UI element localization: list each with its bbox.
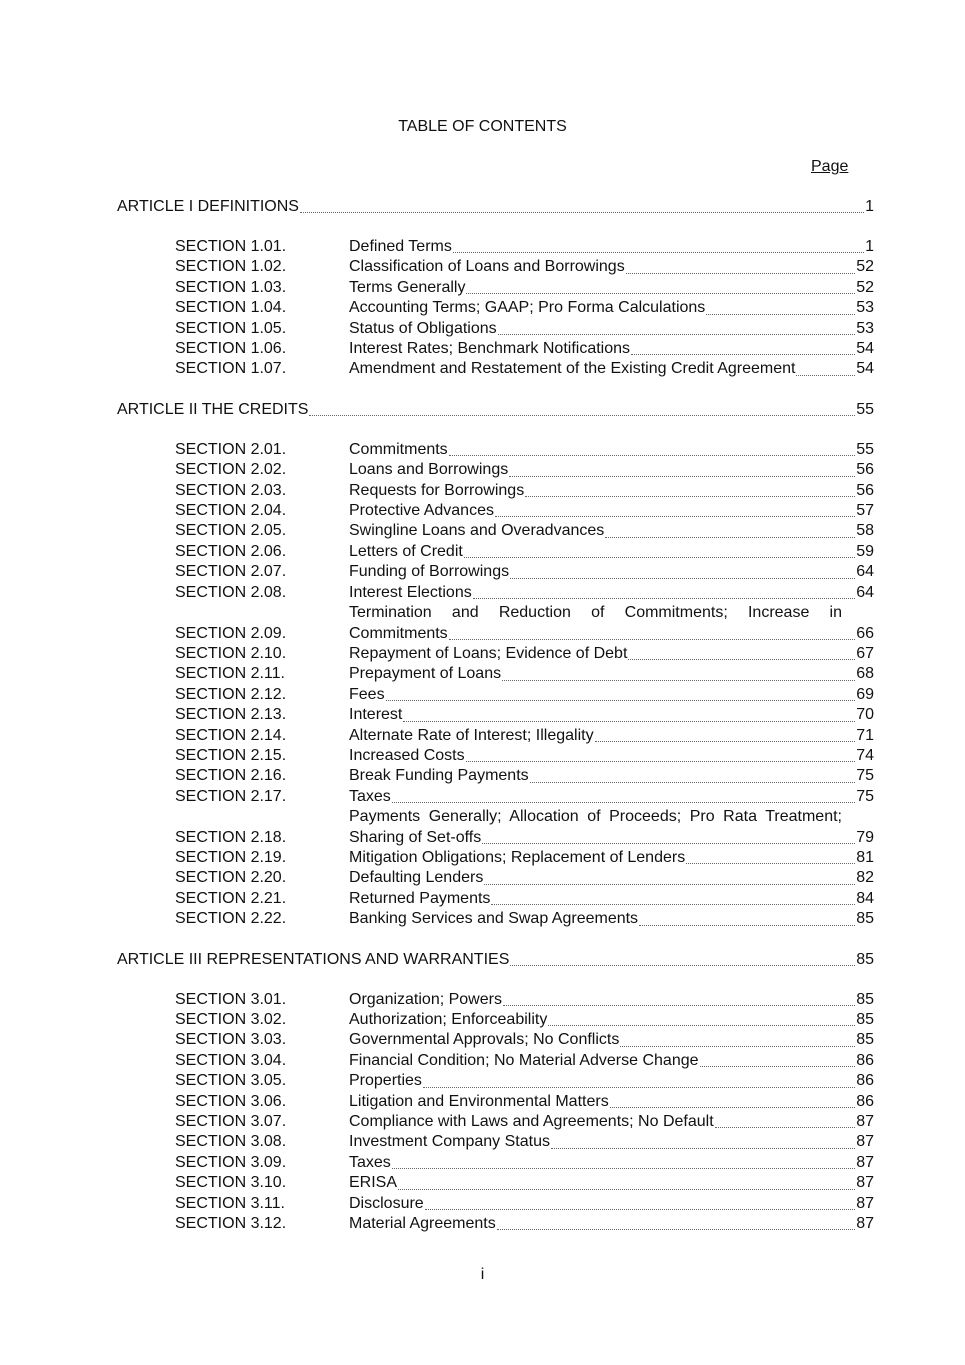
section-title: ERISA bbox=[349, 1174, 398, 1192]
section-page-number: 71 bbox=[856, 726, 874, 744]
section-number: SECTION 3.02. bbox=[175, 1011, 287, 1028]
section-page-number: 64 bbox=[856, 583, 874, 601]
section-title: Loans and Borrowings bbox=[349, 461, 509, 479]
dot-leader bbox=[595, 741, 856, 742]
section-number: SECTION 1.04. bbox=[175, 299, 287, 317]
section-entry[interactable] bbox=[117, 909, 874, 929]
dot-leader bbox=[510, 578, 855, 579]
section-title: Amendment and Restatement of the Existing Credit Agreement bbox=[349, 360, 796, 378]
dot-leader bbox=[386, 700, 856, 701]
dot-leader bbox=[605, 537, 855, 538]
dot-leader bbox=[498, 334, 856, 335]
section-title-row bbox=[349, 644, 874, 664]
section-number: SECTION 2.15. bbox=[175, 746, 287, 764]
section-page-number: 86 bbox=[856, 1092, 874, 1110]
section-title: Interest Elections bbox=[349, 583, 472, 601]
section-title-row bbox=[349, 787, 874, 807]
section-entry[interactable] bbox=[117, 257, 874, 277]
section-number: SECTION 2.18. bbox=[175, 828, 287, 846]
dot-leader bbox=[491, 904, 855, 905]
section-title: Letters of Credit bbox=[349, 542, 463, 560]
section-number: SECTION 3.12. bbox=[175, 1215, 287, 1233]
section-title-row bbox=[349, 481, 874, 501]
section-title-row bbox=[349, 848, 874, 868]
section-entry[interactable] bbox=[117, 1051, 874, 1071]
section-title-row bbox=[349, 501, 874, 521]
section-entry[interactable] bbox=[117, 542, 874, 562]
section-entry[interactable] bbox=[117, 990, 874, 1010]
section-number: SECTION 2.06. bbox=[175, 542, 287, 560]
section-page-number: 86 bbox=[856, 1051, 874, 1069]
section-entry[interactable] bbox=[117, 1153, 874, 1173]
section-page-number: 53 bbox=[856, 299, 874, 317]
article-title: ARTICLE II THE CREDITS bbox=[117, 400, 309, 418]
section-entry[interactable] bbox=[117, 664, 874, 684]
section-entry[interactable] bbox=[117, 603, 874, 644]
section-page-number: 70 bbox=[856, 706, 874, 724]
dot-leader bbox=[706, 314, 855, 315]
section-title-row bbox=[349, 1132, 874, 1152]
section-number: SECTION 3.03. bbox=[175, 1031, 287, 1049]
section-title-row bbox=[349, 1092, 874, 1112]
section-entry[interactable] bbox=[117, 319, 874, 339]
section-entry[interactable] bbox=[117, 583, 874, 603]
section-title-row bbox=[349, 440, 874, 460]
section-title-row bbox=[349, 664, 874, 684]
section-title-row bbox=[349, 298, 874, 318]
section-title-row bbox=[349, 766, 874, 786]
section-entry[interactable] bbox=[117, 889, 874, 909]
section-title-block bbox=[349, 807, 874, 848]
section-page-number: 87 bbox=[856, 1133, 874, 1151]
dot-leader bbox=[796, 375, 855, 376]
section-title: Governmental Approvals; No Conflicts bbox=[349, 1031, 620, 1049]
section-number: SECTION 2.05. bbox=[175, 522, 287, 540]
section-page-number: 56 bbox=[856, 461, 874, 479]
section-title: Taxes bbox=[349, 1153, 391, 1171]
section-number: SECTION 2.02. bbox=[175, 461, 287, 479]
section-title: Defined Terms bbox=[349, 238, 452, 255]
article-entry[interactable] bbox=[117, 197, 874, 217]
section-title: Material Agreements bbox=[349, 1215, 496, 1233]
section-number: SECTION 2.09. bbox=[175, 624, 287, 642]
section-title-row bbox=[349, 868, 874, 888]
dot-leader bbox=[403, 721, 855, 722]
section-page-number: 56 bbox=[856, 481, 874, 499]
section-entry[interactable] bbox=[117, 1173, 874, 1193]
section-entry[interactable] bbox=[117, 481, 874, 501]
section-page-number: 85 bbox=[856, 990, 874, 1008]
section-title-row bbox=[349, 685, 874, 705]
dot-leader bbox=[530, 782, 856, 783]
section-number: SECTION 3.06. bbox=[175, 1092, 287, 1110]
section-title: Organization; Powers bbox=[349, 990, 502, 1008]
dot-leader bbox=[548, 1025, 855, 1026]
section-title-row bbox=[349, 889, 874, 909]
section-number: SECTION 1.06. bbox=[175, 340, 287, 358]
section-page-number: 59 bbox=[856, 542, 874, 560]
section-title: Requests for Borrowings bbox=[349, 481, 525, 499]
section-number: SECTION 2.11. bbox=[175, 665, 285, 683]
section-page-number: 54 bbox=[856, 360, 874, 378]
section-page-number: 54 bbox=[856, 340, 874, 358]
dot-leader bbox=[300, 212, 864, 213]
section-number: SECTION 2.16. bbox=[175, 767, 287, 785]
dot-leader bbox=[610, 1107, 856, 1108]
section-title: Classification of Loans and Borrowings bbox=[349, 258, 625, 276]
section-title-row bbox=[349, 705, 874, 725]
section-title-row bbox=[349, 1051, 874, 1071]
toc-heading: TABLE OF CONTENTS bbox=[398, 118, 567, 135]
dot-leader bbox=[495, 516, 855, 517]
section-entry[interactable] bbox=[117, 746, 874, 766]
dot-leader bbox=[482, 843, 855, 844]
section-entry[interactable] bbox=[117, 359, 874, 379]
dot-leader bbox=[509, 476, 855, 477]
dot-leader bbox=[510, 965, 855, 966]
section-title-row bbox=[349, 521, 874, 541]
section-title-row bbox=[349, 278, 874, 298]
section-title-row bbox=[349, 257, 874, 277]
section-number: SECTION 1.02. bbox=[175, 258, 287, 276]
dot-leader bbox=[473, 598, 855, 599]
section-entry[interactable] bbox=[117, 1132, 874, 1152]
section-entry[interactable] bbox=[117, 868, 874, 888]
section-title-line2: Commitments bbox=[349, 624, 448, 642]
section-entry[interactable] bbox=[117, 685, 874, 705]
section-page-number: 52 bbox=[856, 278, 874, 296]
section-title-line1: Termination and Reduction of Commitments; Increase in bbox=[349, 604, 842, 622]
section-title: Disclosure bbox=[349, 1194, 424, 1212]
section-page-number: 87 bbox=[856, 1194, 874, 1212]
article-title: ARTICLE III REPRESENTATIONS AND WARRANTIES bbox=[117, 950, 510, 968]
section-title-row bbox=[349, 460, 874, 480]
section-number: SECTION 2.20. bbox=[175, 869, 287, 887]
section-title-row bbox=[349, 359, 874, 379]
section-number: SECTION 2.04. bbox=[175, 502, 287, 520]
section-page-number: 84 bbox=[856, 889, 874, 907]
section-title: Funding of Borrowings bbox=[349, 563, 510, 581]
section-number: SECTION 3.08. bbox=[175, 1133, 287, 1151]
section-number: SECTION 2.01. bbox=[175, 440, 287, 458]
section-page-number: 75 bbox=[856, 787, 874, 805]
section-number: SECTION 2.08. bbox=[175, 583, 287, 601]
section-entry[interactable] bbox=[117, 562, 874, 582]
dot-leader bbox=[525, 496, 855, 497]
dot-leader bbox=[686, 863, 855, 864]
dot-leader bbox=[309, 415, 855, 416]
section-number: SECTION 1.07. bbox=[175, 360, 287, 378]
section-title-row bbox=[349, 319, 874, 339]
section-page-number: 82 bbox=[856, 869, 874, 887]
section-title: Accounting Terms; GAAP; Pro Forma Calculations bbox=[349, 299, 706, 317]
dot-leader bbox=[715, 1127, 856, 1128]
section-page-number: 64 bbox=[856, 563, 874, 581]
section-number: SECTION 3.10. bbox=[175, 1174, 287, 1192]
section-entry[interactable] bbox=[117, 501, 874, 521]
dot-leader bbox=[453, 252, 864, 253]
section-entry[interactable] bbox=[117, 1030, 874, 1050]
section-entry[interactable] bbox=[117, 787, 874, 807]
section-page-number: 85 bbox=[856, 1031, 874, 1049]
section-title-row bbox=[349, 1153, 874, 1173]
section-title-row bbox=[349, 237, 874, 257]
section-title-row bbox=[349, 1194, 874, 1214]
section-number: SECTION 2.19. bbox=[175, 848, 287, 866]
section-title-block bbox=[349, 603, 874, 644]
section-title-row bbox=[349, 726, 874, 746]
section-title-row bbox=[349, 1214, 874, 1234]
dot-leader bbox=[502, 680, 855, 681]
section-title: Repayment of Loans; Evidence of Debt bbox=[349, 644, 628, 662]
page-number-footer: i bbox=[480, 1266, 485, 1283]
section-entry[interactable] bbox=[117, 440, 874, 460]
section-number: SECTION 1.01. bbox=[175, 238, 287, 255]
section-entry[interactable] bbox=[117, 339, 874, 359]
section-title: Mitigation Obligations; Replacement of Lenders bbox=[349, 848, 686, 866]
section-title-row bbox=[349, 542, 874, 562]
section-page-number: 85 bbox=[856, 910, 874, 928]
page-column-header: Page bbox=[811, 158, 849, 175]
section-number: SECTION 1.05. bbox=[175, 319, 287, 337]
section-title: Swingline Loans and Overadvances bbox=[349, 522, 605, 540]
section-page-number: 87 bbox=[856, 1174, 874, 1192]
section-title: Compliance with Laws and Agreements; No Default bbox=[349, 1113, 714, 1131]
section-page-number: 87 bbox=[856, 1153, 874, 1171]
section-title: Increased Costs bbox=[349, 746, 465, 764]
dot-leader bbox=[503, 1005, 855, 1006]
dot-leader bbox=[423, 1087, 855, 1088]
dot-leader bbox=[392, 802, 855, 803]
section-number: SECTION 2.17. bbox=[175, 787, 287, 805]
section-entry[interactable] bbox=[117, 278, 874, 298]
section-number: SECTION 2.10. bbox=[175, 644, 287, 662]
dot-leader bbox=[639, 925, 855, 926]
section-entry[interactable] bbox=[117, 521, 874, 541]
section-page-number: 75 bbox=[856, 767, 874, 785]
section-entry[interactable] bbox=[117, 705, 874, 725]
section-page-number: 66 bbox=[856, 624, 874, 642]
section-title-row bbox=[349, 1010, 874, 1030]
dot-leader bbox=[466, 761, 856, 762]
section-number: SECTION 2.07. bbox=[175, 563, 287, 581]
section-number: SECTION 2.03. bbox=[175, 481, 287, 499]
section-number: SECTION 3.01. bbox=[175, 990, 287, 1008]
section-title: Properties bbox=[349, 1072, 422, 1090]
section-title-line2-row bbox=[349, 624, 874, 644]
section-title: Financial Condition; No Material Adverse Change bbox=[349, 1051, 699, 1069]
section-page-number: 87 bbox=[856, 1113, 874, 1131]
section-number: SECTION 2.12. bbox=[175, 685, 287, 703]
dot-leader bbox=[700, 1066, 856, 1067]
dot-leader bbox=[398, 1189, 855, 1190]
dot-leader bbox=[464, 557, 855, 558]
article-title: ARTICLE I DEFINITIONS bbox=[117, 198, 299, 215]
section-entry[interactable] bbox=[117, 1214, 874, 1234]
section-number: SECTION 2.22. bbox=[175, 910, 287, 928]
section-number: SECTION 3.05. bbox=[175, 1072, 287, 1090]
dot-leader bbox=[551, 1148, 855, 1149]
section-title-row bbox=[349, 909, 874, 929]
section-entry[interactable] bbox=[117, 298, 874, 318]
section-title: Terms Generally bbox=[349, 278, 466, 296]
section-page-number: 74 bbox=[856, 746, 874, 764]
dot-leader bbox=[497, 1229, 855, 1230]
section-title: Banking Services and Swap Agreements bbox=[349, 910, 639, 928]
section-title: Taxes bbox=[349, 787, 391, 805]
section-title-row bbox=[349, 1071, 874, 1091]
section-title-line2-row bbox=[349, 828, 874, 848]
section-page-number: 86 bbox=[856, 1072, 874, 1090]
section-entry[interactable] bbox=[117, 726, 874, 746]
dot-leader bbox=[620, 1046, 855, 1047]
section-number: SECTION 1.03. bbox=[175, 278, 287, 296]
section-title-row bbox=[349, 339, 874, 359]
section-title: Fees bbox=[349, 685, 385, 703]
section-page-number: 52 bbox=[856, 258, 874, 276]
dot-leader bbox=[449, 639, 856, 640]
article-entry[interactable] bbox=[117, 400, 874, 420]
section-title-row bbox=[349, 1173, 874, 1193]
section-page-number: 68 bbox=[856, 665, 874, 683]
section-title-row bbox=[349, 746, 874, 766]
section-entry[interactable] bbox=[117, 766, 874, 786]
dot-leader bbox=[628, 659, 855, 660]
section-entry[interactable] bbox=[117, 1194, 874, 1214]
section-entry[interactable] bbox=[117, 1071, 874, 1091]
section-number: SECTION 3.04. bbox=[175, 1051, 287, 1069]
section-page-number: 55 bbox=[856, 440, 874, 458]
section-page-number: 85 bbox=[856, 1011, 874, 1028]
section-page-number: 87 bbox=[856, 1215, 874, 1233]
dot-leader bbox=[449, 455, 856, 456]
section-title: Interest bbox=[349, 706, 403, 724]
section-page-number: 58 bbox=[856, 522, 874, 540]
section-entry[interactable] bbox=[117, 644, 874, 664]
section-page-number: 69 bbox=[856, 685, 874, 703]
section-page-number: 67 bbox=[856, 644, 874, 662]
section-title-row bbox=[349, 562, 874, 582]
section-title: Break Funding Payments bbox=[349, 767, 529, 785]
section-entry[interactable] bbox=[117, 1092, 874, 1112]
section-title: Authorization; Enforceability bbox=[349, 1011, 548, 1028]
section-entry[interactable] bbox=[117, 460, 874, 480]
section-title-row bbox=[349, 1112, 874, 1132]
section-title: Prepayment of Loans bbox=[349, 665, 502, 683]
section-entry[interactable] bbox=[117, 1010, 874, 1030]
dot-leader bbox=[626, 273, 856, 274]
dot-leader bbox=[392, 1168, 855, 1169]
section-entry[interactable] bbox=[117, 807, 874, 848]
section-entry[interactable] bbox=[117, 848, 874, 868]
article-page-number: 1 bbox=[865, 198, 874, 215]
section-entry[interactable] bbox=[117, 237, 874, 257]
section-page-number: 53 bbox=[856, 319, 874, 337]
section-number: SECTION 3.09. bbox=[175, 1153, 287, 1171]
dot-leader bbox=[484, 884, 855, 885]
section-number: SECTION 3.07. bbox=[175, 1113, 287, 1131]
section-page-number: 1 bbox=[865, 238, 874, 255]
section-title-line2: Sharing of Set-offs bbox=[349, 828, 482, 846]
dot-leader bbox=[466, 293, 855, 294]
article-entry[interactable] bbox=[117, 950, 874, 970]
section-number: SECTION 2.21. bbox=[175, 889, 287, 907]
article-page-number: 85 bbox=[856, 950, 874, 968]
section-title: Investment Company Status bbox=[349, 1133, 550, 1151]
section-page-number: 81 bbox=[856, 848, 874, 866]
article-page-number: 55 bbox=[856, 400, 874, 418]
table-of-contents bbox=[117, 197, 874, 1234]
section-page-number: 79 bbox=[856, 828, 874, 846]
section-title: Alternate Rate of Interest; Illegality bbox=[349, 726, 594, 744]
section-title: Returned Payments bbox=[349, 889, 491, 907]
section-number: SECTION 2.14. bbox=[175, 726, 287, 744]
section-title: Defaulting Lenders bbox=[349, 869, 484, 887]
section-title: Litigation and Environmental Matters bbox=[349, 1092, 609, 1110]
section-title-row bbox=[349, 583, 874, 603]
section-title: Status of Obligations bbox=[349, 319, 497, 337]
section-title: Commitments bbox=[349, 440, 448, 458]
section-title-row bbox=[349, 1030, 874, 1050]
section-title: Protective Advances bbox=[349, 502, 494, 520]
section-number: SECTION 3.11. bbox=[175, 1194, 285, 1212]
section-entry[interactable] bbox=[117, 1112, 874, 1132]
section-title: Interest Rates; Benchmark Notifications bbox=[349, 340, 631, 358]
dot-leader bbox=[631, 354, 855, 355]
section-page-number: 57 bbox=[856, 502, 874, 520]
section-title-line1: Payments Generally; Allocation of Proceeds; Pro Rata Treatment; bbox=[349, 808, 842, 826]
section-title-row bbox=[349, 990, 874, 1010]
section-number: SECTION 2.13. bbox=[175, 706, 287, 724]
dot-leader bbox=[425, 1209, 856, 1210]
